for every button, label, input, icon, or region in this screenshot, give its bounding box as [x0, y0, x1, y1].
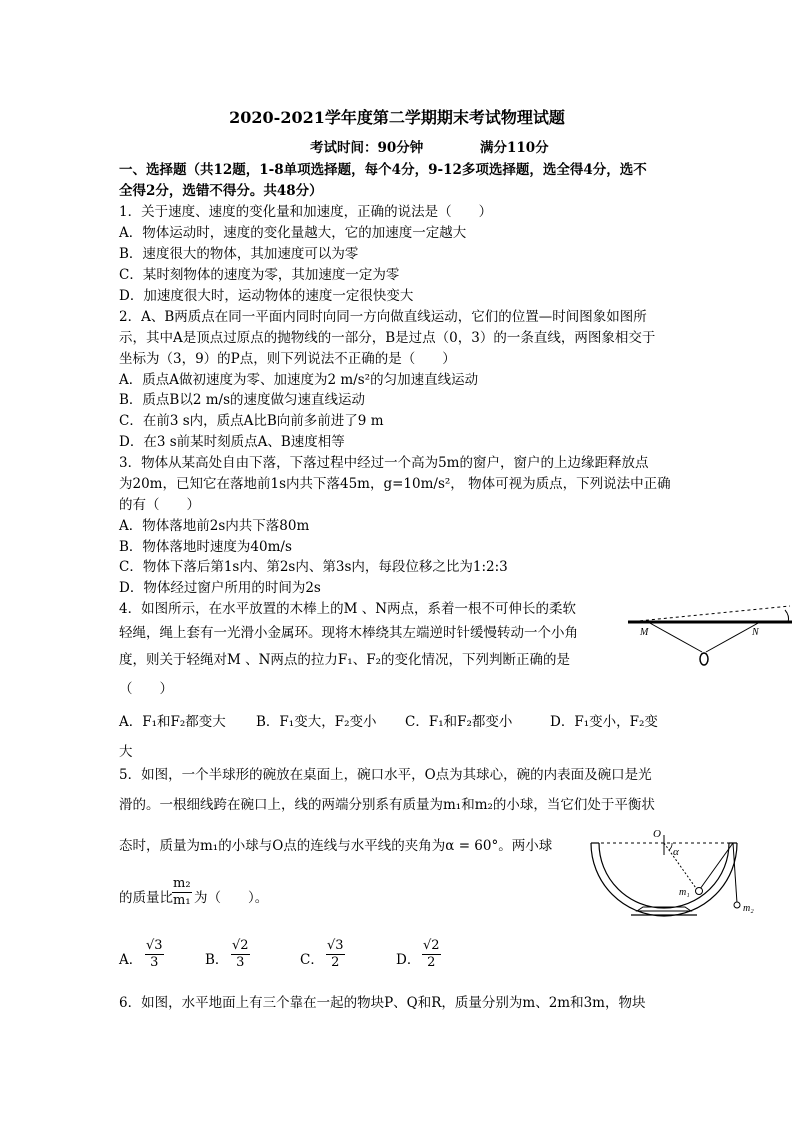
- q4-option-d-cont: 大: [119, 744, 133, 760]
- option-b-den: 3: [236, 955, 245, 970]
- label-m: M: [640, 627, 649, 638]
- q3-option-d: D．物体经过窗户所用的时间为2s: [119, 580, 321, 596]
- metal-ring: [700, 653, 708, 665]
- option-b-num: √2: [232, 938, 249, 953]
- q4-option-d: D．F₁变小，F₂变: [550, 714, 658, 730]
- q2-stem-line1: 2．A、B两质点在同一平面内同时向同一方向做直线运动，它们的位置—时间图象如图所: [119, 309, 647, 325]
- angle-arc: [669, 843, 672, 850]
- q3-option-a: A．物体落地前2s内共下落80m: [119, 518, 310, 534]
- q5-stem-line1: 5．如图，一个半球形的碗放在桌面上，碗口水平，O点为其球心，碗的内表面及碗口是光: [119, 767, 652, 783]
- section-heading-line2: 全得2分，选错不得分。共48分）: [119, 183, 323, 199]
- q3-option-b: B．物体落地时速度为40m/s: [119, 539, 292, 555]
- q2-option-a: A．质点A做初速度为零、加速度为2 m/s²的匀加速直线运动: [119, 372, 479, 388]
- q4-stem-line1: 4．如图所示，在水平放置的木棒上的M 、N两点，系着一根不可伸长的柔软: [119, 601, 577, 617]
- q5-option-d: [422, 938, 441, 971]
- option-d-num: √2: [423, 938, 440, 953]
- q3-option-c: C．物体下落后第1s内、第2s内、第3s内，每段位移之比为1:2:3: [119, 559, 508, 575]
- q5-option-a: [145, 938, 164, 971]
- ball-m1: [696, 888, 703, 895]
- label-m2: m₂: [743, 903, 754, 914]
- q4-figure: [620, 600, 794, 670]
- label-n: N: [752, 627, 759, 638]
- q3-stem-line1: 3．物体从某高处自由下落，下落过程中经过一个高为5m的窗户，窗户的上边缘距释放点: [119, 455, 649, 471]
- q4-stem-line2: 轻绳，绳上套有一光滑小金属环。现将木棒绕其左端逆时针缓慢转动一个小角: [119, 625, 578, 641]
- exam-time: 考试时间：90分钟: [310, 140, 424, 156]
- q1-option-d: D．加速度很大时，运动物体的速度一定很快变大: [119, 288, 414, 304]
- label-o: O: [653, 828, 661, 840]
- q4-option-c: C．F₁和F₂都变小: [405, 714, 513, 730]
- q4-option-a: A．F₁和F₂都变大: [119, 714, 226, 730]
- q1-option-c: C．某时刻物体的速度为零，其加速度一定为零: [119, 267, 400, 283]
- q4-stem-line4: （ ）: [119, 681, 173, 697]
- section-heading-line1: 一、选择题（共12题，1-8单项选择题，每个4分，9-12多项选择题，选全得4分，选不: [119, 162, 647, 178]
- q2-option-b: B．质点B以2 m/s的速度做匀速直线运动: [119, 392, 365, 408]
- q5-stem-line3: 态时，质量为m₁的小球与O点的连线与水平线的夹角为α = 60°。两小球: [119, 838, 553, 854]
- q1-stem: 1．关于速度、速度的变化量和加速度，正确的说法是（ ）: [119, 204, 493, 220]
- q5-option-b-label: B．: [205, 952, 229, 968]
- option-c-num: √3: [327, 938, 344, 953]
- q4-stem-line3: 度，则关于轻绳对M 、N两点的拉力F₁、F₂的变化情况，下列判断正确的是: [119, 652, 570, 668]
- rod-rotated-dashed: [628, 606, 790, 622]
- label-alpha: α: [673, 846, 679, 858]
- q3-stem-line2: 为20m，已知它在落地前1s内共下落45m，g=10m/s²， 物体可视为质点，下列说法中正确: [119, 476, 671, 492]
- rotation-arrow: [785, 610, 789, 622]
- ball-m2: [734, 902, 740, 908]
- q2-stem-line2: 示，其中A是顶点过原点的抛物线的一部分，B是过点（0，3）的一条直线，两图象相交于: [119, 330, 656, 346]
- label-m1: m₁: [679, 887, 690, 898]
- option-c-den: 2: [331, 955, 340, 970]
- q4-option-b: B．F₁变大，F₂变小: [256, 714, 377, 730]
- exam-score: 满分110分: [480, 140, 549, 156]
- q5-option-c-label: C．: [300, 952, 324, 968]
- q5-option-a-label: A．: [119, 952, 143, 968]
- q3-stem-line3: 的有（ ）: [119, 497, 200, 513]
- q1-option-a: A．物体运动时，速度的变化量越大，它的加速度一定越大: [119, 225, 467, 241]
- q2-option-d: D．在3 s前某时刻质点A、B速度相等: [119, 434, 345, 450]
- q5-stem-line4b: 为（ ）。: [194, 890, 269, 906]
- option-d-den: 2: [427, 955, 436, 970]
- q5-mass-ratio: [172, 876, 192, 909]
- radius-line: [664, 843, 698, 891]
- q2-stem-line3: 坐标为（3，9）的P点，则下列说法不正确的是（ ）: [119, 351, 456, 367]
- ratio-denominator: m₁: [173, 893, 191, 908]
- q5-stem-line2: 滑的。一根细线跨在碗口上，线的两端分别系有质量为m₁和m₂的小球，当它们处于平衡状: [119, 797, 655, 813]
- q5-stem-line4a: 的质量比: [119, 890, 173, 906]
- ratio-numerator: m₂: [173, 876, 191, 891]
- q2-option-c: C．在前3 s内，质点A比B向前多前进了9 m: [119, 413, 384, 429]
- page-title: 2020-2021学年度第二学期期末考试物理试题: [229, 108, 565, 127]
- option-a-num: √3: [146, 938, 163, 953]
- q5-figure: [585, 825, 770, 925]
- q6-stem-line1: 6．如图，水平地面上有三个靠在一起的物块P、Q和R，质量分别为m、2m和3m，物块: [119, 995, 646, 1011]
- option-a-den: 3: [150, 955, 159, 970]
- q5-option-d-label: D．: [396, 952, 421, 968]
- q5-option-c: [326, 938, 345, 971]
- q1-option-b: B．速度很大的物体，其加速度可以为零: [119, 246, 359, 262]
- q5-option-b: [231, 938, 250, 971]
- rope-left: [648, 622, 702, 652]
